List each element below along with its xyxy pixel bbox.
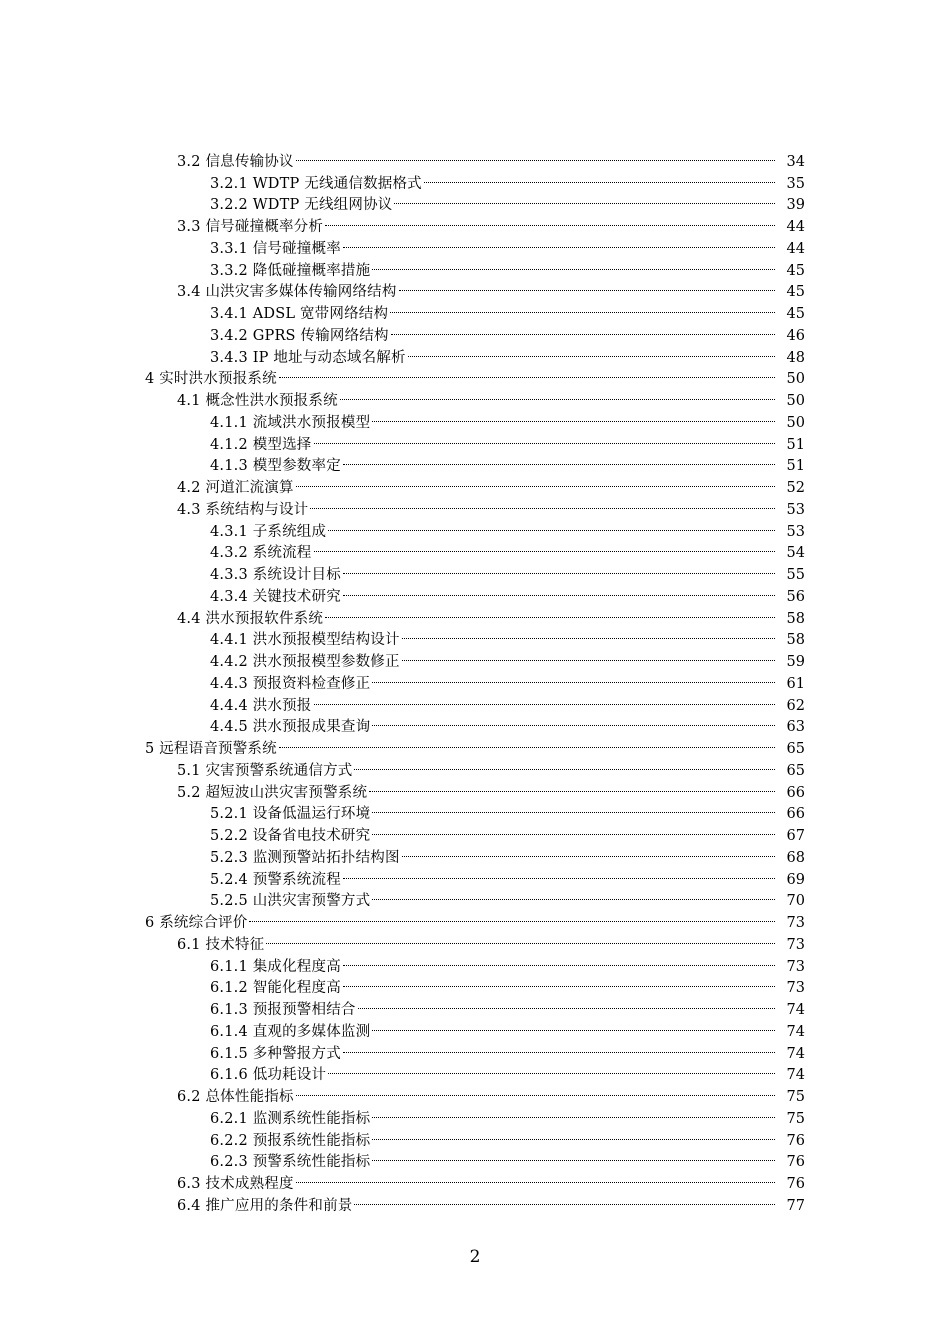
toc-dot-leader (402, 644, 775, 666)
toc-dot-leader (372, 666, 775, 688)
toc-entry-level-3[interactable] (0, 1036, 950, 1062)
toc-entry-page-number: 45 (786, 306, 805, 322)
toc-entry-title: 6.3 技术成熟程度 (177, 1176, 294, 1192)
toc-dot-leader (354, 753, 775, 775)
toc-entry-page-number: 76 (786, 1132, 805, 1149)
toc-dot-leader (279, 731, 775, 753)
toc-dot-leader (372, 1014, 775, 1036)
toc-dot-leader (372, 884, 775, 906)
toc-entry-level-3[interactable] (0, 1014, 950, 1040)
toc-entry-page-number: 62 (786, 697, 805, 714)
toc-entry-level-3[interactable] (0, 1058, 950, 1084)
toc-entry-title: 4 实时洪水预报系统 (145, 371, 277, 388)
toc-entry-level-1[interactable] (0, 362, 950, 388)
toc-entry-title: 3.2.2 WDTP 无线组网协议 (210, 197, 393, 214)
toc-entry-page-number: 34 (786, 153, 805, 170)
toc-entry-level-3[interactable] (0, 862, 950, 888)
toc-entry-title: 4.4 洪水预报软件系统 (177, 610, 324, 627)
toc-dot-leader (372, 1123, 775, 1145)
toc-entry-page-number: 73 (786, 958, 805, 975)
toc-entry-level-3[interactable] (0, 688, 950, 714)
toc-dot-leader (296, 144, 775, 166)
toc-dot-leader (343, 557, 775, 579)
toc-entry-level-3[interactable] (0, 427, 950, 453)
toc-dot-leader (343, 862, 775, 884)
toc-entry-title: 4.4.5 洪水预报成果查询 (210, 719, 371, 736)
toc-dot-leader (402, 840, 775, 862)
toc-entry-level-3[interactable] (0, 1145, 950, 1171)
toc-entry-level-3[interactable] (0, 449, 950, 475)
toc-entry-title: 4.2 河道汇流演算 (177, 480, 294, 496)
toc-entry-title: 3.3.2 降低碰撞概率措施 (210, 262, 371, 279)
toc-dot-leader (266, 927, 775, 949)
toc-entry-level-2[interactable] (0, 144, 950, 170)
toc-dot-leader (328, 1058, 775, 1080)
toc-dot-leader (372, 253, 775, 275)
toc-entry-title: 4.1.1 流域洪水预报模型 (210, 414, 371, 431)
toc-entry-page-number: 59 (786, 654, 805, 670)
toc-entry-title: 6.1.3 预报预警相结合 (210, 1002, 356, 1018)
toc-entry-page-number: 56 (786, 588, 805, 605)
toc-entry-level-3[interactable] (0, 949, 950, 975)
toc-entry-level-3[interactable] (0, 514, 950, 540)
toc-dot-leader (399, 275, 775, 297)
toc-dot-leader (325, 601, 775, 623)
toc-entry-level-3[interactable] (0, 557, 950, 583)
toc-entry-page-number: 58 (786, 610, 805, 627)
toc-entry-page-number: 74 (786, 1067, 805, 1084)
toc-entry-title: 4.3.4 关键技术研究 (210, 588, 341, 605)
toc-entry-title: 6.1.1 集成化程度高 (210, 958, 341, 975)
toc-dot-leader (314, 536, 775, 558)
toc-entry-page-number: 58 (786, 632, 805, 649)
toc-entry-level-3[interactable] (0, 623, 950, 649)
toc-entry-page-number: 50 (786, 393, 805, 409)
toc-entry-level-3[interactable] (0, 231, 950, 257)
toc-entry-level-3[interactable] (0, 405, 950, 431)
toc-entry-level-3[interactable] (0, 992, 950, 1018)
toc-entry-title: 5.2.4 预警系统流程 (210, 871, 341, 888)
toc-entry-title: 4.4.1 洪水预报模型结构设计 (210, 632, 400, 649)
toc-entry-title: 4.3 系统结构与设计 (177, 501, 309, 518)
toc-dot-leader (372, 797, 775, 819)
toc-entry-page-number: 68 (786, 849, 805, 866)
toc-dot-leader (314, 427, 775, 449)
toc-entry-page-number: 75 (786, 1110, 805, 1127)
toc-entry-page-number: 48 (786, 349, 805, 366)
toc-entry-title: 4.3.3 系统设计目标 (210, 567, 341, 583)
toc-entry-title: 4.4.3 预报资料检查修正 (210, 675, 371, 692)
toc-entry-title: 6.1.5 多种警报方式 (210, 1045, 341, 1062)
toc-dot-leader (314, 688, 775, 710)
toc-dot-leader (310, 492, 775, 514)
toc-entry-title: 5.2.2 设备省电技术研究 (210, 828, 371, 844)
toc-entry-page-number: 51 (786, 436, 805, 453)
toc-entry-level-3[interactable] (0, 1101, 950, 1127)
toc-dot-leader (372, 1101, 775, 1123)
toc-entry-level-3[interactable] (0, 644, 950, 670)
toc-entry-page-number: 65 (786, 762, 805, 779)
toc-entry-title: 5.2 超短波山洪灾害预警系统 (177, 784, 368, 801)
toc-entry-page-number: 73 (786, 980, 805, 997)
toc-dot-leader (343, 449, 775, 471)
toc-entry-level-3[interactable] (0, 971, 950, 997)
toc-entry-page-number: 51 (786, 458, 805, 475)
toc-entry-page-number: 44 (786, 219, 805, 235)
table-of-contents (0, 144, 950, 1214)
toc-entry-page-number: 50 (786, 371, 805, 388)
toc-entry-level-3[interactable] (0, 188, 950, 214)
toc-entry-page-number: 66 (786, 784, 805, 801)
toc-entry-page-number: 53 (786, 501, 805, 518)
toc-entry-level-2[interactable] (0, 492, 950, 518)
toc-entry-title: 5.2.1 设备低温运行环境 (210, 806, 371, 823)
toc-dot-leader (279, 362, 775, 384)
toc-dot-leader (296, 470, 775, 492)
toc-entry-title: 3.3 信号碰撞概率分析 (177, 219, 324, 235)
toc-entry-level-3[interactable] (0, 840, 950, 866)
toc-entry-page-number: 63 (786, 719, 805, 736)
toc-entry-page-number: 76 (786, 1176, 805, 1192)
toc-entry-page-number: 74 (786, 1045, 805, 1062)
toc-entry-level-2[interactable] (0, 1079, 950, 1105)
toc-entry-level-3[interactable] (0, 318, 950, 344)
toc-dot-leader (424, 166, 775, 188)
toc-dot-leader (343, 1036, 775, 1058)
toc-entry-level-3[interactable] (0, 296, 950, 322)
toc-entry-title: 6.2.1 监测系统性能指标 (210, 1110, 371, 1127)
toc-entry-level-2[interactable] (0, 601, 950, 627)
toc-entry-page-number: 35 (786, 175, 805, 192)
toc-entry-page-number: 45 (786, 284, 805, 301)
toc-entry-level-3[interactable] (0, 166, 950, 192)
toc-dot-leader (391, 318, 775, 340)
toc-entry-level-2[interactable] (0, 1166, 950, 1192)
toc-dot-leader (325, 209, 775, 231)
toc-entry-title: 6.2.2 预报系统性能指标 (210, 1132, 371, 1149)
toc-entry-level-2[interactable] (0, 775, 950, 801)
toc-entry-page-number: 53 (786, 523, 805, 540)
toc-entry-level-2[interactable] (0, 383, 950, 409)
toc-entry-title: 6 系统综合评价 (145, 915, 248, 931)
toc-entry-page-number: 55 (786, 567, 805, 583)
toc-entry-title: 4.3.2 系统流程 (210, 545, 312, 562)
toc-dot-leader (354, 1188, 775, 1210)
toc-entry-title: 6.1 技术特征 (177, 936, 265, 953)
toc-entry-level-1[interactable] (0, 731, 950, 757)
toc-dot-leader (343, 231, 775, 253)
toc-entry-title: 4.1 概念性洪水预报系统 (177, 393, 338, 409)
toc-entry-title: 6.1.6 低功耗设计 (210, 1067, 327, 1084)
toc-entry-page-number: 75 (786, 1089, 805, 1105)
toc-entry-title: 6.2 总体性能指标 (177, 1089, 294, 1105)
toc-dot-leader (296, 1079, 775, 1101)
page-number: 2 (469, 1247, 481, 1267)
toc-entry-title: 6.1.2 智能化程度高 (210, 980, 341, 997)
toc-entry-title: 5 远程语音预警系统 (145, 741, 277, 757)
toc-entry-level-3[interactable] (0, 253, 950, 279)
toc-dot-leader (372, 818, 775, 840)
toc-entry-title: 4.4.4 洪水预报 (210, 697, 312, 714)
toc-entry-level-2[interactable] (0, 753, 950, 779)
toc-entry-title: 4.4.2 洪水预报模型参数修正 (210, 654, 400, 670)
toc-entry-page-number: 65 (786, 741, 805, 757)
toc-entry-page-number: 67 (786, 828, 805, 844)
toc-entry-title: 3.2 信息传输协议 (177, 153, 294, 170)
toc-entry-level-1[interactable] (0, 905, 950, 931)
toc-dot-leader (402, 623, 775, 645)
toc-entry-page-number: 74 (786, 1002, 805, 1018)
toc-entry-title: 5.1 灾害预警系统通信方式 (177, 762, 353, 779)
toc-dot-leader (390, 296, 775, 318)
toc-entry-level-2[interactable] (0, 275, 950, 301)
toc-entry-title: 6.1.4 直观的多媒体监测 (210, 1023, 371, 1040)
toc-dot-leader (394, 188, 775, 210)
toc-dot-leader (372, 710, 775, 732)
toc-dot-leader (372, 1145, 775, 1167)
toc-entry-page-number: 76 (786, 1154, 805, 1171)
toc-dot-leader (249, 905, 775, 927)
toc-entry-page-number: 77 (786, 1197, 805, 1214)
toc-entry-level-3[interactable] (0, 818, 950, 844)
toc-entry-level-2[interactable] (0, 470, 950, 496)
toc-dot-leader (343, 579, 775, 601)
toc-dot-leader (328, 514, 775, 536)
toc-entry-page-number: 54 (786, 545, 805, 562)
toc-entry-level-2[interactable] (0, 209, 950, 235)
toc-entry-page-number: 69 (786, 871, 805, 888)
toc-entry-title: 3.4.1 ADSL 宽带网络结构 (210, 306, 389, 322)
toc-entry-page-number: 61 (786, 675, 805, 692)
toc-entry-page-number: 73 (786, 915, 805, 931)
toc-entry-title: 4.1.3 模型参数率定 (210, 458, 341, 475)
toc-entry-level-3[interactable] (0, 579, 950, 605)
toc-entry-title: 3.2.1 WDTP 无线通信数据格式 (210, 175, 422, 192)
toc-entry-level-3[interactable] (0, 536, 950, 562)
toc-entry-title: 3.4.3 IP 地址与动态域名解析 (210, 349, 406, 366)
toc-entry-page-number: 73 (786, 936, 805, 953)
toc-entry-title: 4.1.2 模型选择 (210, 436, 312, 453)
toc-entry-page-number: 74 (786, 1023, 805, 1040)
toc-entry-level-3[interactable] (0, 710, 950, 736)
toc-dot-leader (372, 405, 775, 427)
toc-entry-level-3[interactable] (0, 884, 950, 910)
toc-entry-page-number: 52 (786, 480, 805, 496)
toc-dot-leader (408, 340, 775, 362)
toc-entry-page-number: 44 (786, 240, 805, 257)
toc-entry-title: 3.4.2 GPRS 传输网络结构 (210, 327, 389, 344)
toc-entry-title: 5.2.5 山洪灾害预警方式 (210, 893, 371, 910)
toc-entry-level-2[interactable] (0, 1188, 950, 1214)
toc-entry-title: 3.4 山洪灾害多媒体传输网络结构 (177, 284, 397, 301)
toc-dot-leader (343, 949, 775, 971)
toc-entry-level-3[interactable] (0, 666, 950, 692)
toc-entry-page-number: 39 (786, 197, 805, 214)
toc-entry-title: 3.3.1 信号碰撞概率 (210, 240, 341, 257)
toc-entry-page-number: 45 (786, 262, 805, 279)
toc-entry-level-3[interactable] (0, 1123, 950, 1149)
toc-entry-page-number: 46 (786, 327, 805, 344)
toc-entry-level-3[interactable] (0, 340, 950, 366)
toc-entry-page-number: 66 (786, 806, 805, 823)
toc-entry-title: 4.3.1 子系统组成 (210, 523, 327, 540)
toc-dot-leader (369, 775, 775, 797)
toc-entry-page-number: 50 (786, 414, 805, 431)
toc-dot-leader (358, 992, 775, 1014)
toc-dot-leader (340, 383, 775, 405)
toc-dot-leader (343, 971, 775, 993)
toc-entry-title: 6.4 推广应用的条件和前景 (177, 1197, 353, 1214)
toc-entry-title: 5.2.3 监测预警站拓扑结构图 (210, 849, 400, 866)
toc-dot-leader (296, 1166, 775, 1188)
toc-entry-level-3[interactable] (0, 797, 950, 823)
toc-entry-level-2[interactable] (0, 927, 950, 953)
toc-entry-title: 6.2.3 预警系统性能指标 (210, 1154, 371, 1171)
toc-entry-page-number: 70 (786, 893, 805, 910)
